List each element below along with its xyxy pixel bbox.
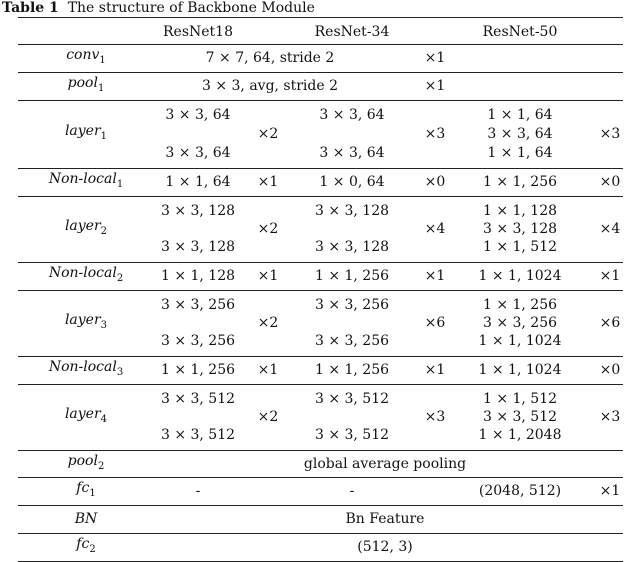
resnet18-multiplier: ×1 bbox=[257, 268, 279, 284]
table-rule bbox=[18, 477, 623, 478]
row-label: Non-local$_1$ bbox=[48, 171, 124, 190]
resnet34-cell: 3 × 3, 64 bbox=[319, 145, 385, 161]
resnet34-multiplier: ×0 bbox=[424, 174, 446, 190]
row-span-value: Bn Feature bbox=[345, 511, 425, 527]
row-label: Non-local$_2$ bbox=[48, 265, 124, 284]
resnet50-cell: 1 × 1, 2048 bbox=[478, 427, 562, 443]
resnet18-cell: 3 × 3, 128 bbox=[160, 203, 236, 219]
resnet34-cell: 1 × 1, 256 bbox=[314, 362, 390, 378]
resnet34-cell: 3 × 3, 128 bbox=[314, 239, 390, 255]
resnet34-cell: 3 × 3, 64 bbox=[319, 107, 385, 123]
resnet50-cell: 1 × 1, 256 bbox=[482, 297, 558, 313]
resnet50-cell: 3 × 3, 128 bbox=[482, 221, 558, 237]
resnet34-multiplier: ×3 bbox=[424, 126, 446, 142]
row-label: BN bbox=[74, 511, 98, 527]
resnet50-multiplier: ×1 bbox=[599, 483, 621, 499]
row-multiplier: ×1 bbox=[424, 50, 446, 66]
resnet50-cell: 3 × 3, 512 bbox=[482, 409, 558, 425]
resnet34-multiplier: ×1 bbox=[424, 268, 446, 284]
caption-label: Table 1 bbox=[2, 0, 59, 16]
table-rule bbox=[18, 72, 623, 73]
resnet50-cell: 1 × 1, 128 bbox=[482, 203, 558, 219]
resnet50-cell: 3 × 3, 64 bbox=[487, 126, 553, 142]
resnet34-cell: 3 × 3, 256 bbox=[314, 297, 390, 313]
resnet50-cell: (2048, 512) bbox=[478, 483, 562, 499]
caption-text: The structure of Backbone Module bbox=[67, 0, 315, 16]
row-label: pool$_2$ bbox=[67, 452, 105, 472]
resnet34-cell: 3 × 3, 512 bbox=[314, 427, 390, 443]
row-label: $fc_2$ bbox=[76, 536, 96, 555]
resnet50-multiplier: ×0 bbox=[599, 362, 621, 378]
resnet18-cell: 3 × 3, 256 bbox=[160, 333, 236, 349]
resnet50-multiplier: ×4 bbox=[599, 221, 621, 237]
column-header: ResNet-50 bbox=[482, 23, 558, 40]
resnet50-multiplier: ×3 bbox=[599, 409, 621, 425]
row-label: layer$_1$ bbox=[64, 123, 108, 142]
resnet50-cell: 1 × 1, 1024 bbox=[478, 362, 562, 378]
row-multiplier: ×1 bbox=[424, 78, 446, 94]
table-rule bbox=[18, 450, 623, 451]
row-label: layer$_2$ bbox=[64, 218, 108, 237]
resnet50-cell: 1 × 1, 512 bbox=[482, 391, 558, 407]
resnet34-multiplier: ×6 bbox=[424, 315, 446, 331]
resnet34-cell: 3 × 3, 256 bbox=[314, 333, 390, 349]
row-label: $fc_1$ bbox=[76, 480, 96, 499]
table-rule bbox=[18, 17, 623, 18]
table-caption bbox=[2, 0, 315, 16]
table-rule bbox=[18, 384, 623, 385]
resnet18-cell: 3 × 3, 512 bbox=[160, 427, 236, 443]
resnet34-cell: 3 × 3, 512 bbox=[314, 391, 390, 407]
table-rule bbox=[18, 44, 623, 45]
resnet18-multiplier: ×1 bbox=[257, 174, 279, 190]
resnet34-multiplier: ×1 bbox=[424, 362, 446, 378]
resnet18-cell: 3 × 3, 64 bbox=[165, 107, 231, 123]
resnet18-multiplier: ×2 bbox=[257, 221, 279, 237]
resnet34-cell: - bbox=[349, 483, 355, 499]
row-label: pool$_1$ bbox=[67, 75, 105, 94]
resnet50-cell: 1 × 1, 64 bbox=[487, 107, 553, 123]
table-rule bbox=[18, 533, 623, 534]
row-label: Non-local$_3$ bbox=[48, 359, 124, 378]
resnet50-multiplier: ×1 bbox=[599, 268, 621, 284]
resnet18-multiplier: ×1 bbox=[257, 362, 279, 378]
row-label: conv$_1$ bbox=[66, 47, 106, 66]
resnet50-cell: 1 × 1, 512 bbox=[482, 239, 558, 255]
resnet34-multiplier: ×3 bbox=[424, 409, 446, 425]
resnet18-cell: 1 × 1, 64 bbox=[165, 174, 231, 190]
resnet18-cell: 1 × 1, 128 bbox=[160, 268, 236, 284]
row-label: layer$_3$ bbox=[64, 312, 108, 331]
resnet18-multiplier: ×2 bbox=[257, 126, 279, 142]
resnet18-multiplier: ×2 bbox=[257, 315, 279, 331]
table-rule bbox=[18, 505, 623, 506]
resnet50-multiplier: ×3 bbox=[599, 126, 621, 142]
resnet34-cell: 1 × 0, 64 bbox=[319, 174, 385, 190]
column-header: ResNet-34 bbox=[314, 23, 390, 40]
resnet50-multiplier: ×0 bbox=[599, 174, 621, 190]
table-rule bbox=[18, 168, 623, 169]
resnet50-multiplier: ×6 bbox=[599, 315, 621, 331]
resnet18-multiplier: ×2 bbox=[257, 409, 279, 425]
table-rule bbox=[18, 290, 623, 291]
resnet50-cell: 1 × 1, 1024 bbox=[478, 333, 562, 349]
table-rule bbox=[18, 100, 623, 101]
resnet50-cell: 1 × 1, 256 bbox=[482, 174, 558, 190]
resnet34-cell: 3 × 3, 128 bbox=[314, 203, 390, 219]
resnet18-cell: - bbox=[195, 483, 201, 499]
resnet18-cell: 3 × 3, 256 bbox=[160, 297, 236, 313]
resnet18-cell: 3 × 3, 128 bbox=[160, 239, 236, 255]
resnet34-cell: 1 × 1, 256 bbox=[314, 268, 390, 284]
resnet50-cell: 1 × 1, 1024 bbox=[478, 268, 562, 284]
resnet18-cell: 1 × 1, 256 bbox=[160, 362, 236, 378]
row-label: layer$_4$ bbox=[64, 406, 108, 425]
resnet50-cell: 3 × 3, 256 bbox=[482, 315, 558, 331]
resnet50-cell: 1 × 1, 64 bbox=[487, 145, 553, 161]
row-span-value: 7 × 7, 64, stride 2 bbox=[205, 50, 335, 66]
resnet18-cell: 3 × 3, 512 bbox=[160, 391, 236, 407]
row-span-value: 3 × 3, avg, stride 2 bbox=[201, 78, 339, 94]
resnet34-multiplier: ×4 bbox=[424, 221, 446, 237]
table-rule bbox=[18, 262, 623, 263]
column-header: ResNet18 bbox=[163, 23, 233, 40]
row-span-value: global average pooling bbox=[303, 455, 467, 472]
table-rule bbox=[18, 196, 623, 197]
resnet18-cell: 3 × 3, 64 bbox=[165, 145, 231, 161]
row-span-value: (512, 3) bbox=[357, 539, 413, 555]
table-rule bbox=[18, 356, 623, 357]
